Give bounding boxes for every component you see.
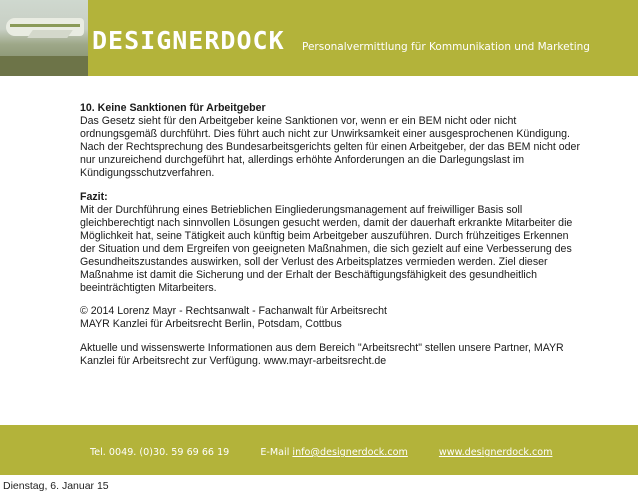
info-text: Aktuelle und wissenswerte Informationen aus dem Bereich "Arbeitsrecht" stellen unsere Partner, MAYR Kanzlei für Arbeitsrecht zur Verfügung. www.mayr-arbeitsrecht.de: [80, 341, 564, 367]
section-10: [80, 102, 580, 181]
header-tagline: Personalvermittlung für Kommunikation und Marketing: [302, 41, 590, 53]
photo-wing-shape: [27, 30, 73, 38]
date-stamp: Dienstag, 6. Januar 15: [3, 480, 109, 492]
footer-email-group: [260, 447, 407, 458]
copyright-line-1: © 2014 Lorenz Mayr - Rechtsanwalt - Fachanwalt für Arbeitsrecht: [80, 305, 387, 318]
header-photo-airplane: [0, 0, 88, 76]
copyright-line-2: MAYR Kanzlei für Arbeitsrecht Berlin, Potsdam, Cottbus: [80, 318, 342, 331]
fazit-section: [80, 191, 580, 296]
footer-phone: Tel. 0049. (0)30. 59 69 66 19: [90, 447, 230, 458]
header-bar: [0, 0, 638, 76]
photo-ground-shape: [0, 56, 88, 76]
footer-email-link[interactable]: info@designerdock.com: [292, 447, 408, 458]
fazit-heading: Fazit:: [80, 190, 108, 203]
section-10-heading: 10. Keine Sanktionen für Arbeitgeber: [80, 102, 266, 114]
photo-stripe-shape: [10, 24, 80, 27]
section-10-body: Das Gesetz sieht für den Arbeitgeber keine Sanktionen vor, wenn er ein BEM nicht oder nicht ordnungsgemäß durchführt. Dies führt auch nicht zur Unwirksamkeit einer ausgesprochenen Kündigung. Nach der Rechtsprechung des Bundesarbeitsgerichts gelten für einen Arbeitgeber, der das BEM nicht oder nur unzureichend durchgeführt hat, allerdings erhöhte Anforderungen an die Darlegungslast im Kündigungsschutzverfahren.: [80, 115, 580, 180]
footer-bar: [0, 425, 638, 475]
copyright-block: [80, 305, 580, 331]
footer-email-label: E-Mail: [260, 447, 293, 458]
brand-logo-text: DESIGNERDOCK: [92, 26, 285, 55]
fazit-body: Mit der Durchführung eines Betrieblichen Eingliederungsmanagement auf freiwilliger Basis soll gleichberechtigt nach sinnvollen Lösungen gesucht werden, damit der dauerhaft erkrankte Mitarbeiter die Möglichkeit hat, seine Tätigkeit auch künftig beim Arbeitgeber auszuführen. Durch frühzeitiges Erkennen der Situation und dem Ergreifen von geeigneten Maßnahmen, die sich gezielt auf eine Verbesserung des Gesundheitszustandes auswirken, soll der Verlust des Arbeitsplatzes vermieden werden. Ziel dieser Maßnahme ist damit die Sicherung und der Erhalt der Beschäftigungsfähigkeit des gesundheitlich beeinträchtigten Mitarbeiters.: [80, 203, 573, 295]
footer-contact: [90, 447, 552, 458]
main-content: [80, 102, 580, 378]
footer-website-link[interactable]: www.designerdock.com: [438, 447, 553, 458]
info-paragraph: [80, 342, 580, 368]
